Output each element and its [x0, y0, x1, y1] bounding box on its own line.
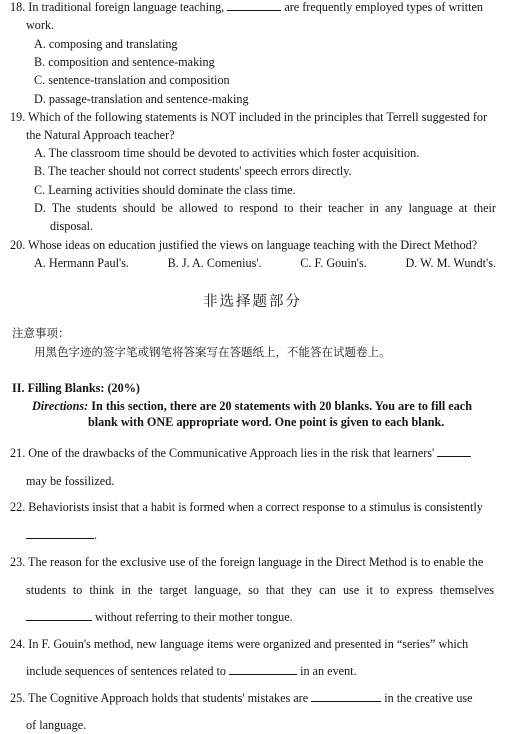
q25-blank — [311, 689, 381, 702]
q19-option-b: B. The teacher should not correct students' speech errors directly. — [34, 164, 352, 178]
q24-continuation — [26, 662, 357, 680]
q23-continuation-1: students to think in the target language, so that they can use it to express themselves — [26, 583, 494, 597]
q21-text: 21. One of the drawbacks of the Communicative Approach lies in the risk that learners' — [10, 446, 435, 460]
q20-option-c: C. F. Gouin's. — [300, 256, 367, 270]
q18-option-d: D. passage-translation and sentence-making — [34, 92, 249, 106]
q19-option-d-continuation: disposal. — [50, 219, 93, 233]
question-23: 23. The reason for the exclusive use of the foreign language in the Direct Method is to enable the — [10, 555, 484, 569]
question-25 — [10, 689, 473, 707]
q18-stem-part2: are frequently employed types of written — [284, 0, 483, 14]
q19-stem-continuation: the Natural Approach teacher? — [26, 128, 175, 142]
q21-continuation: may be fossilized. — [26, 474, 115, 488]
q19-option-d: D. The students should be allowed to respond to their teacher in any language at their — [34, 201, 496, 215]
q25-continuation: of language. — [26, 718, 87, 732]
q19-option-a: A. The classroom time should be devoted to activities which foster acquisition. — [34, 146, 420, 160]
q18-option-a: A. composing and translating — [34, 37, 178, 51]
q18-stem-continuation: work. — [26, 18, 55, 32]
q18-stem-part1: 18. In traditional foreign language teaching, — [10, 0, 225, 14]
directions-text-1: In this section, there are 20 statements with 20 blanks. You are to fill each — [91, 399, 472, 413]
q25-text-after-blank: in the creative use — [384, 691, 473, 705]
q23-continuation-2 — [26, 608, 293, 626]
q18-option-c: C. sentence-translation and composition — [34, 73, 230, 87]
q18-blank — [227, 0, 281, 11]
question-20: 20. Whose ideas on education justified the views on language teaching with the Direct Method? — [10, 238, 478, 252]
q20-option-d: D. W. M. Wundt's. — [405, 256, 496, 270]
q23-blank — [26, 608, 92, 621]
directions-label: Directions: — [32, 399, 89, 413]
part2-heading: II. Filling Blanks: (20%) — [12, 381, 140, 395]
question-24: 24. In F. Gouin's method, new language items were organized and presented in “series” which — [10, 637, 469, 651]
q21-blank — [437, 444, 471, 457]
q25-text-before-blank: 25. The Cognitive Approach holds that students' mistakes are — [10, 691, 309, 705]
q23-text-after-blank: without referring to their mother tongue. — [95, 610, 293, 624]
q24-blank — [229, 662, 297, 675]
notice-text: 用黑色字迹的签字笔或钢笔将答案写在答题纸上，不能答在试题卷上。 — [34, 345, 391, 359]
question-18 — [10, 0, 483, 16]
question-22: 22. Behaviorists insist that a habit is formed when a correct response to a stimulus is consistently — [10, 500, 483, 514]
q20-option-a: A. Hermann Paul's. — [34, 256, 129, 270]
q18-option-b: B. composition and sentence-making — [34, 55, 215, 69]
notice-label: 注意事项： — [12, 326, 70, 340]
directions-text-2: blank with ONE appropriate word. One point is given to each blank. — [88, 415, 445, 429]
question-19: 19. Which of the following statements is NOT included in the principles that Terrell suggested for — [10, 110, 488, 124]
q20-options — [34, 254, 496, 272]
q22-continuation — [26, 526, 97, 544]
section-title: 非选择题部分 — [203, 294, 302, 310]
q22-blank — [26, 526, 94, 539]
q19-option-c: C. Learning activities should dominate the class time. — [34, 183, 296, 197]
q24-text-before-blank: include sequences of sentences related to — [26, 664, 226, 678]
q22-period: . — [94, 528, 98, 542]
q24-text-after-blank: in an event. — [300, 664, 357, 678]
question-21 — [10, 444, 471, 462]
q20-option-b: B. J. A. Comenius'. — [167, 256, 262, 270]
